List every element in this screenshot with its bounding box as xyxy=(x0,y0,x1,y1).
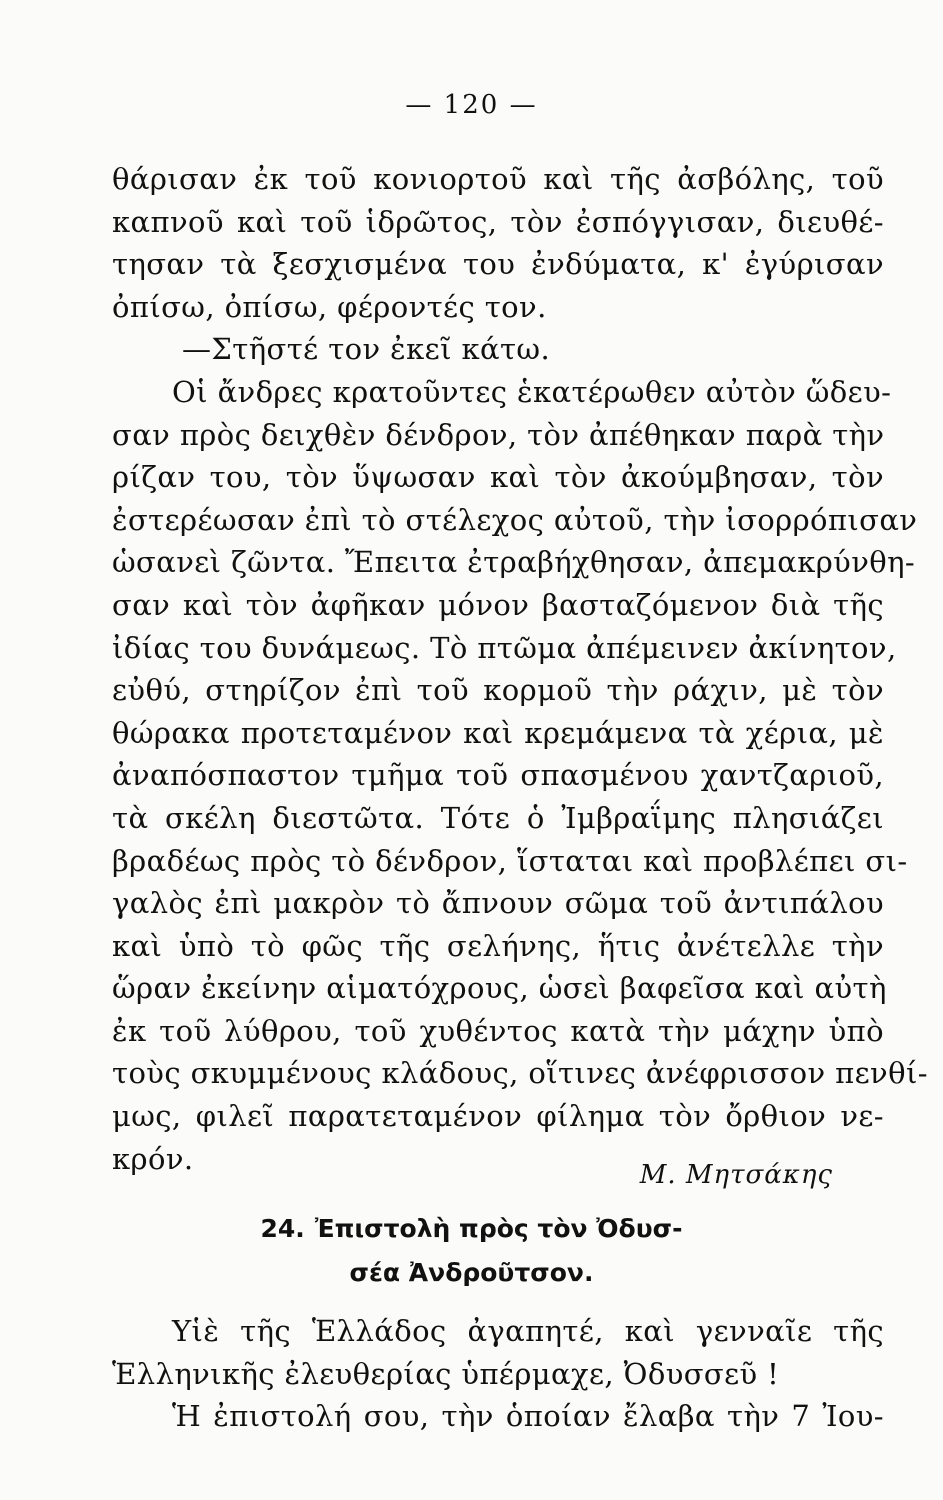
text-line: ἐστερέωσαν ἐπὶ τὸ στέλεχος αὐτοῦ, τὴν ἰσορρόπισαν xyxy=(112,502,918,537)
text-line: γαλὸς ἐπὶ μακρὸν τὸ ἄπνουν σῶμα τοῦ ἀντιπάλου xyxy=(112,886,884,921)
text-line: τησαν τὰ ξεσχισμένα του ἐνδύματα, κ' ἐγύρισαν xyxy=(112,247,884,282)
dialog-line: —Στῆστέ τον ἐκεῖ κάτω. xyxy=(182,332,551,367)
text-line: ὀπίσω, ὀπίσω, φέροντές τον. xyxy=(112,289,547,324)
section-title-part-1: Ἐπιστολὴ πρὸς τὸν Ὀδυσ- xyxy=(314,1214,683,1243)
text-line: τὰ σκέλη διεστῶτα. Τότε ὁ Ἰμβραΐμης πλησιάζει xyxy=(112,800,884,835)
text-line: ἀναπόσπαστον τμῆμα τοῦ σπασμένου χαντζαριοῦ, xyxy=(112,758,884,793)
author-signature: Μ. Μητσάκης xyxy=(639,1160,833,1190)
section-number: 24. xyxy=(260,1214,305,1243)
text-line: Ἑλληνικῆς ἐλευθερίας ὑπέρμαχε, Ὀδυσσεῦ ! xyxy=(112,1356,780,1391)
text-line: σαν καὶ τὸν ἀφῆκαν μόνον βασταζόμενον διὰ τῆς xyxy=(112,587,884,622)
text-line: θώρακα προτεταμένον καὶ κρεμάμενα τὰ χέρια, μὲ xyxy=(112,715,884,750)
section-title-part-2: σέα Ἀνδροῦτσον. xyxy=(349,1258,594,1287)
text-line: ὡσανεὶ ζῶντα. Ἔπειτα ἐτραβήχθησαν, ἀπεμακρύνθη- xyxy=(112,545,916,580)
text-line: τοὺς σκυμμένους κλάδους, οἵτινες ἀνέφρισσον πενθί- xyxy=(112,1056,928,1091)
main-text xyxy=(112,158,928,1180)
text-line: σαν πρὸς δειχθὲν δένδρον, τὸν ἀπέθηκαν παρὰ τὴν xyxy=(112,417,885,452)
text-line: Οἱ ἄνδρες κρατοῦντες ἑκατέρωθεν αὐτὸν ὥδευ- xyxy=(172,374,892,409)
text-line: ἰδίας του δυνάμεως. Τὸ πτῶμα ἀπέμεινεν ἀκίνητον, xyxy=(112,630,897,665)
section-heading xyxy=(0,1207,943,1295)
page-number: — 120 — xyxy=(405,90,538,120)
section-heading-line-1 xyxy=(0,1207,943,1251)
text-line: κρόν. xyxy=(112,1141,194,1176)
text-line: Υἱὲ τῆς Ἑλλάδος ἀγαπητέ, καὶ γενναῖε τῆς xyxy=(172,1314,884,1348)
letter-text xyxy=(112,1310,884,1438)
text-line: ὥραν ἐκείνην αἱματόχρους, ὡσεὶ βαφεῖσα καὶ αὐτὴ xyxy=(112,971,887,1006)
text-line: εὐθύ, στηρίζον ἐπὶ τοῦ κορμοῦ τὴν ράχιν, μὲ τὸν xyxy=(112,673,884,708)
text-line: ἐκ τοῦ λύθρου, τοῦ χυθέντος κατὰ τὴν μάχην ὑπὸ xyxy=(112,1013,884,1048)
text-line: ρίζαν του, τὸν ὕψωσαν καὶ τὸν ἀκούμβησαν, τὸν xyxy=(112,460,884,495)
text-line: βραδέως πρὸς τὸ δένδρον, ἵσταται καὶ προβλέπει σι- xyxy=(112,843,908,878)
text-line: καὶ ὑπὸ τὸ φῶς τῆς σελήνης, ἥτις ἀνέτελλε τὴν xyxy=(112,928,884,963)
text-line: θάρισαν ἐκ τοῦ κονιορτοῦ καὶ τῆς ἀσβόλης, τοῦ xyxy=(112,162,884,196)
text-line: καπνοῦ καὶ τοῦ ἱδρῶτος, τὸν ἐσπόγγισαν, διευθέ- xyxy=(112,204,884,239)
text-line: μως, φιλεῖ παρατεταμένον φίλημα τὸν ὄρθιον νε- xyxy=(112,1099,884,1134)
text-line: Ἡ ἐπιστολή σου, τὴν ὁποίαν ἔλαβα τὴν 7 Ἰου- xyxy=(172,1399,884,1434)
